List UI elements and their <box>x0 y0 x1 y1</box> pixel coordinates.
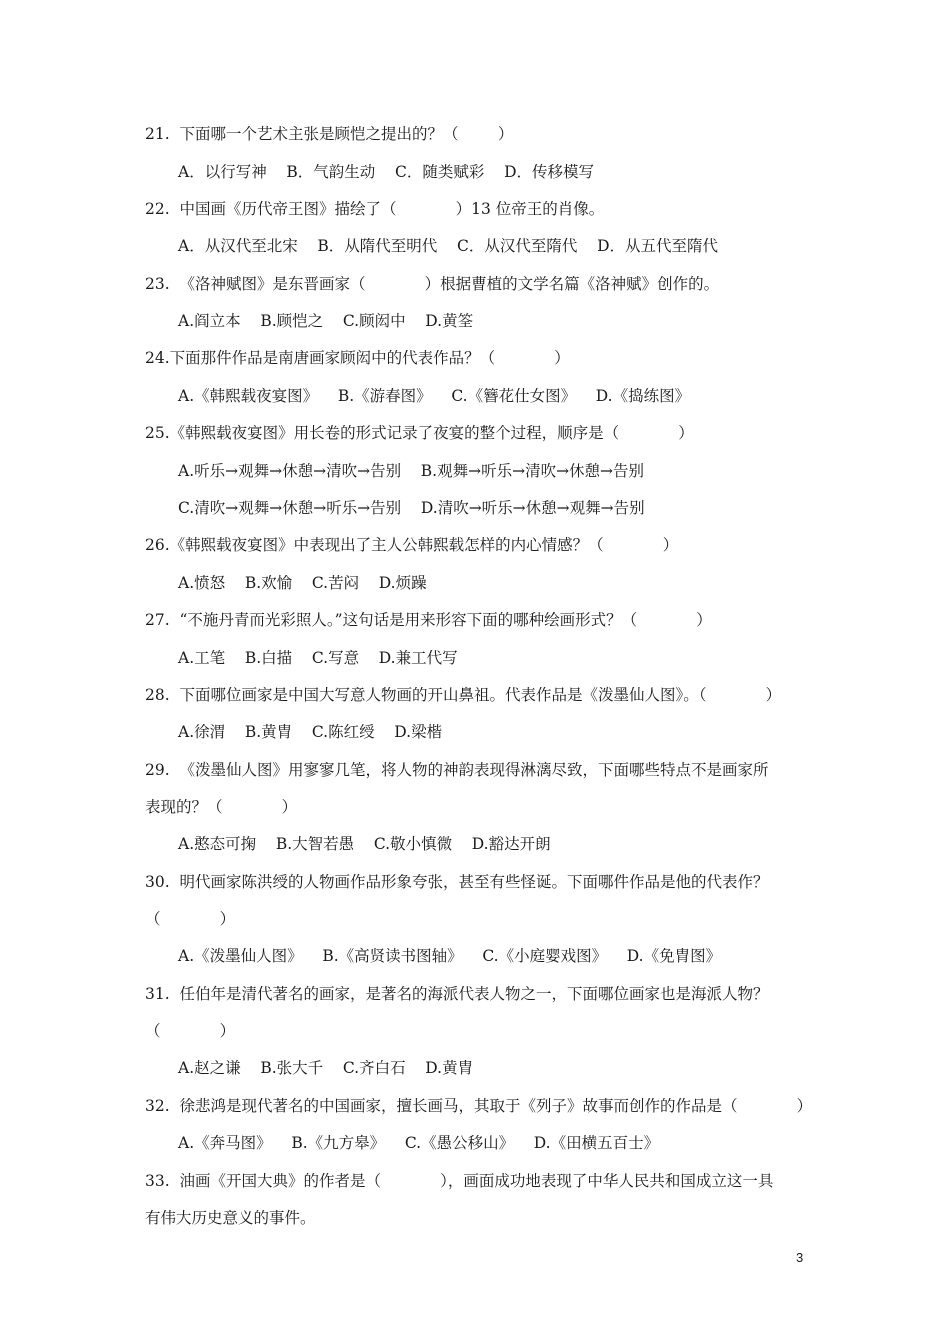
question-23-options: A.阎立本 B.顾恺之 C.顾闳中 D.黄筌 <box>178 312 474 330</box>
page-number: 3 <box>796 1250 804 1265</box>
question-25-options-2: C.清吹→观舞→休憩→听乐→告别 D.清吹→听乐→休憩→观舞→告别 <box>178 499 645 517</box>
question-24: 24.下面那件作品是南唐画家顾闳中的代表作品？（ ） <box>145 349 570 367</box>
question-26-options: A.愤怒 B.欢愉 C.苦闷 D.烦躁 <box>178 574 427 592</box>
question-33-cont: 有伟大历史意义的事件。 <box>145 1209 316 1227</box>
question-23: 23. 《洛神赋图》是东晋画家（ ）根据曹植的文学名篇《洛神赋》创作的。 <box>145 275 720 293</box>
question-31-cont: （ ） <box>145 1022 236 1040</box>
question-27: 27. “不施丹青而光彩照人。”这句话是用来形容下面的哪种绘画形式？（ ） <box>145 611 712 629</box>
question-30-cont: （ ） <box>145 910 236 928</box>
question-25: 25.《韩熙载夜宴图》用长卷的形式记录了夜宴的整个过程，顺序是（ ） <box>145 424 694 442</box>
question-32: 32. 徐悲鸿是现代著名的中国画家，擅长画马，其取于《列子》故事而创作的作品是（ ） <box>145 1097 813 1115</box>
question-21: 21. 下面哪一个艺术主张是顾恺之提出的？（ ） <box>145 125 514 143</box>
question-22-options: A．从汉代至北宋 B．从隋代至明代 C．从汉代至隋代 D．从五代至隋代 <box>178 237 718 255</box>
question-29: 29. 《泼墨仙人图》用寥寥几笔，将人物的神韵表现得淋漓尽致，下面哪些特点不是画家所 <box>145 761 769 779</box>
question-21-options: A．以行写神 B．气韵生动 C．随类赋彩 D．传移模写 <box>178 163 594 181</box>
question-28-options: A.徐渭 B.黄胄 C.陈红绶 D.梁楷 <box>178 723 443 741</box>
question-24-options: A.《韩熙载夜宴图》 B.《游春图》 C.《簪花仕女图》 D.《捣练图》 <box>178 387 691 405</box>
question-31-options: A.赵之谦 B.张大千 C.齐白石 D.黄胄 <box>178 1059 474 1077</box>
question-30-options: A.《泼墨仙人图》 B.《高贤读书图轴》 C.《小庭婴戏图》 D.《免胄图》 <box>178 947 722 965</box>
question-30: 30. 明代画家陈洪绶的人物画作品形象夸张，甚至有些怪诞。下面哪件作品是他的代表作？ <box>145 873 769 891</box>
question-29-cont: 表现的？（ ） <box>145 798 298 816</box>
question-27-options: A.工笔 B.白描 C.写意 D.兼工代写 <box>178 649 458 667</box>
question-32-options: A.《奔马图》 B.《九方皋》 C.《愚公移山》 D.《田横五百士》 <box>178 1134 660 1152</box>
question-33: 33. 油画《开国大典》的作者是（ ），画面成功地表现了中华人民共和国成立这一具 <box>145 1172 774 1190</box>
question-26: 26.《韩熙载夜宴图》中表现出了主人公韩熙载怎样的内心情感？（ ） <box>145 536 679 554</box>
question-31: 31. 任伯年是清代著名的画家，是著名的海派代表人物之一，下面哪位画家也是海派人物？ <box>145 985 769 1003</box>
question-22: 22. 中国画《历代帝王图》描绘了（ ）13 位帝王的肖像。 <box>145 200 605 218</box>
question-28: 28. 下面哪位画家是中国大写意人物画的开山鼻祖。代表作品是《泼墨仙人图》。（ ） <box>145 686 782 704</box>
question-25-options: A.听乐→观舞→休憩→清吹→告别 B.观舞→听乐→清吹→休憩→告别 <box>178 462 645 480</box>
question-29-options: A.憨态可掬 B.大智若愚 C.敬小慎微 D.豁达开朗 <box>178 835 551 853</box>
